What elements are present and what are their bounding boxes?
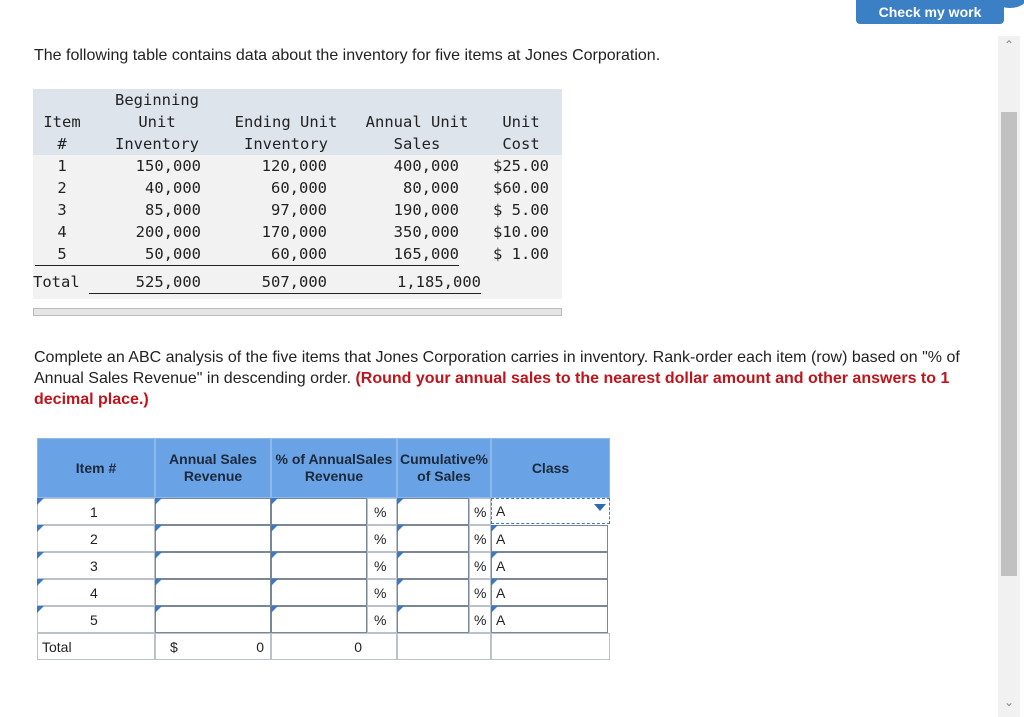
row-1-cumulative-marker <box>397 498 404 505</box>
inv-row-2-cost: $60.00 <box>493 179 549 197</box>
abc-row-5-cumulative-unit-cell <box>469 606 491 633</box>
inv-row-5-ending: 60,000 <box>201 243 327 266</box>
abc-total-revenue: 0 <box>256 639 264 655</box>
instructions-note: (Round your annual sales to the nearest dollar amount and other answers to 1 decimal place.) <box>34 370 950 408</box>
abc-row-2-cumulative-unit: % <box>474 531 487 547</box>
scroll-down-icon[interactable]: ⌄ <box>1003 695 1015 709</box>
abc-total-revenue-cell <box>155 633 271 660</box>
inv-total-label: Total <box>33 273 80 291</box>
abc-row-4-cumulative-input[interactable] <box>397 579 469 606</box>
abc-row-3-class: A <box>496 558 506 574</box>
inv-row-1-ending: 120,000 <box>261 157 327 175</box>
row-1-percent-marker <box>271 498 278 505</box>
inv-row-2-ending: 60,000 <box>271 179 327 197</box>
inv-row-5-item: 5 <box>35 243 89 266</box>
inv-row-4-cost: $10.00 <box>493 223 549 241</box>
header-beginning-unit: Unit <box>138 113 176 131</box>
inv-row-1-cost: $25.00 <box>493 157 549 175</box>
abc-row-4-item: 4 <box>90 585 98 601</box>
abc-row-2-percent-input[interactable] <box>271 525 367 552</box>
inv-row-2-annual: 80,000 <box>403 179 459 197</box>
abc-row-3-revenue-input[interactable] <box>155 552 271 579</box>
inv-row-4-beginning: 200,000 <box>135 223 201 241</box>
abc-row-1-percent-unit-cell <box>367 498 397 525</box>
check-my-work-button[interactable]: Check my work <box>856 0 1004 24</box>
inv-row-5-annual: 165,000 <box>327 243 459 266</box>
inv-row-1-annual: 400,000 <box>393 157 459 175</box>
abc-row-1-cumulative-unit-cell <box>469 498 491 525</box>
abc-row-4-class-select[interactable] <box>491 579 608 606</box>
abc-row-5-revenue-input[interactable] <box>155 606 271 633</box>
abc-row-3-item: 3 <box>90 558 98 574</box>
header-beginning: Beginning <box>115 91 199 109</box>
abc-row-2-item: 2 <box>90 531 98 547</box>
inv-row-4-ending: 170,000 <box>261 223 327 241</box>
inv-row-4-annual: 350,000 <box>393 223 459 241</box>
inv-row-1-item: 1 <box>57 157 67 175</box>
abc-header-cumulative: Cumulative% of Sales <box>397 438 491 498</box>
abc-row-3-cumulative-unit-cell <box>469 552 491 579</box>
header-beginning-inventory: Inventory <box>115 135 199 153</box>
inv-row-2-beginning: 40,000 <box>145 179 201 197</box>
abc-header-item: Item # <box>37 438 155 498</box>
abc-row-1-revenue-input[interactable] <box>155 498 271 525</box>
row-3-revenue-marker <box>155 552 162 559</box>
abc-total-class-cell <box>491 633 610 660</box>
inv-row-3-annual: 190,000 <box>393 201 459 219</box>
abc-analysis-table <box>37 438 610 660</box>
scrollbar-thumb[interactable] <box>1001 112 1017 576</box>
inv-row-3-cost: $ 5.00 <box>493 201 549 219</box>
abc-row-5-class-select[interactable] <box>491 606 608 633</box>
header-annual-unit: Annual Unit <box>365 113 469 131</box>
abc-row-3-cumulative-unit: % <box>474 558 487 574</box>
header-cost: Cost <box>502 135 540 153</box>
row-2-percent-marker <box>271 525 278 532</box>
row-2-cumulative-marker <box>397 525 404 532</box>
abc-row-1-cumulative-unit: % <box>474 504 487 520</box>
abc-row-1-item-cell[interactable] <box>37 498 155 525</box>
inv-row-2-item: 2 <box>57 179 67 197</box>
abc-row-4-cumulative-unit: % <box>474 585 487 601</box>
inv-row-1-beginning: 150,000 <box>135 157 201 175</box>
abc-row-4-item-cell[interactable] <box>37 579 155 606</box>
header-ending-unit: Ending Unit <box>234 113 338 131</box>
inventory-table-divider <box>33 308 562 316</box>
abc-row-4-percent-unit-cell <box>367 579 397 606</box>
row-2-item-marker <box>37 525 44 532</box>
row-3-cumulative-marker <box>397 552 404 559</box>
abc-row-2-revenue-input[interactable] <box>155 525 271 552</box>
abc-row-5-cumulative-input[interactable] <box>397 606 469 633</box>
row-4-cumulative-marker <box>397 579 404 586</box>
row-5-item-marker <box>37 606 44 613</box>
abc-row-4-percent-input[interactable] <box>271 579 367 606</box>
instructions <box>34 347 999 410</box>
abc-row-3-percent-unit: % <box>374 558 387 574</box>
abc-row-2-item-cell[interactable] <box>37 525 155 552</box>
instructions-text: Complete an ABC analysis of the five items that Jones Corporation carries in inventory. Rank-order each item (row) based on "% of Annual Sales Revenue" in descending order. <box>34 349 960 387</box>
abc-row-5-percent-input[interactable] <box>271 606 367 633</box>
abc-row-5-cumulative-unit: % <box>474 612 487 628</box>
inv-row-5-cost: $ 1.00 <box>493 245 549 263</box>
abc-row-4-cumulative-unit-cell <box>469 579 491 606</box>
abc-row-1-percent-input[interactable] <box>271 498 367 525</box>
abc-header-revenue: Annual Sales Revenue <box>155 438 271 498</box>
abc-row-4-revenue-input[interactable] <box>155 579 271 606</box>
row-1-revenue-marker <box>155 498 162 505</box>
abc-total-currency: $ <box>170 639 178 655</box>
abc-row-2-cumulative-input[interactable] <box>397 525 469 552</box>
abc-row-1-class: A <box>496 503 506 519</box>
intro-text: The following table contains data about the inventory for five items at Jones Corporation. <box>34 47 661 64</box>
abc-row-3-item-cell[interactable] <box>37 552 155 579</box>
abc-row-5-percent-unit-cell <box>367 606 397 633</box>
row-1-item-marker <box>37 498 44 505</box>
row-2-revenue-marker <box>155 525 162 532</box>
abc-row-3-cumulative-input[interactable] <box>397 552 469 579</box>
abc-row-3-percent-input[interactable] <box>271 552 367 579</box>
header-ending-inventory: Inventory <box>244 135 328 153</box>
abc-row-4-percent-unit: % <box>374 585 387 601</box>
abc-header-percent: % of AnnualSales Revenue <box>271 438 397 498</box>
header-unit: Unit <box>502 113 540 131</box>
inv-total-annual: 1,185,000 <box>327 271 481 294</box>
row-5-cumulative-marker <box>397 606 404 613</box>
page-scrollbar[interactable] <box>998 36 1020 717</box>
abc-row-4-class: A <box>496 585 506 601</box>
row-4-item-marker <box>37 579 44 586</box>
scroll-up-icon[interactable]: ⌃ <box>1003 38 1015 52</box>
row-4-percent-marker <box>271 579 278 586</box>
abc-row-5-item: 5 <box>90 612 98 628</box>
row-5-percent-marker <box>271 606 278 613</box>
abc-row-2-cumulative-unit-cell <box>469 525 491 552</box>
inv-row-5-beginning: 50,000 <box>89 243 201 266</box>
abc-total-percent-cell <box>271 633 397 660</box>
abc-total-percent: 0 <box>354 639 362 655</box>
chevron-down-icon[interactable] <box>594 504 606 511</box>
abc-row-2-percent-unit: % <box>374 531 387 547</box>
abc-row-1-class-select[interactable] <box>491 498 610 524</box>
header-item: Item <box>43 113 81 131</box>
row-5-revenue-marker <box>155 606 162 613</box>
abc-row-2-percent-unit-cell <box>367 525 397 552</box>
abc-row-5-item-cell[interactable] <box>37 606 155 633</box>
abc-row-2-class-select[interactable] <box>491 525 608 552</box>
abc-row-1-percent-unit: % <box>374 504 387 520</box>
inv-total-ending: 507,000 <box>201 271 327 294</box>
inv-row-3-ending: 97,000 <box>271 201 327 219</box>
row-3-item-marker <box>37 552 44 559</box>
inventory-table <box>33 89 562 299</box>
abc-row-1-cumulative-input[interactable] <box>397 498 469 525</box>
inv-row-3-beginning: 85,000 <box>145 201 201 219</box>
inv-row-4-item: 4 <box>57 223 67 241</box>
abc-total-label: Total <box>42 639 72 655</box>
abc-total-cumulative-cell <box>397 633 491 660</box>
abc-row-5-class: A <box>496 612 506 628</box>
inv-total-beginning: 525,000 <box>89 271 201 294</box>
abc-row-1-item: 1 <box>90 504 98 520</box>
row-4-revenue-marker <box>155 579 162 586</box>
abc-total-label-cell <box>37 633 155 660</box>
abc-row-2-class: A <box>496 531 506 547</box>
abc-header-class: Class <box>491 438 610 498</box>
row-3-percent-marker <box>271 552 278 559</box>
abc-row-3-percent-unit-cell <box>367 552 397 579</box>
header-annual-sales: Sales <box>393 135 441 153</box>
abc-row-5-percent-unit: % <box>374 612 387 628</box>
abc-row-3-class-select[interactable] <box>491 552 608 579</box>
inv-row-3-item: 3 <box>57 201 67 219</box>
header-item-hash: # <box>57 135 67 153</box>
